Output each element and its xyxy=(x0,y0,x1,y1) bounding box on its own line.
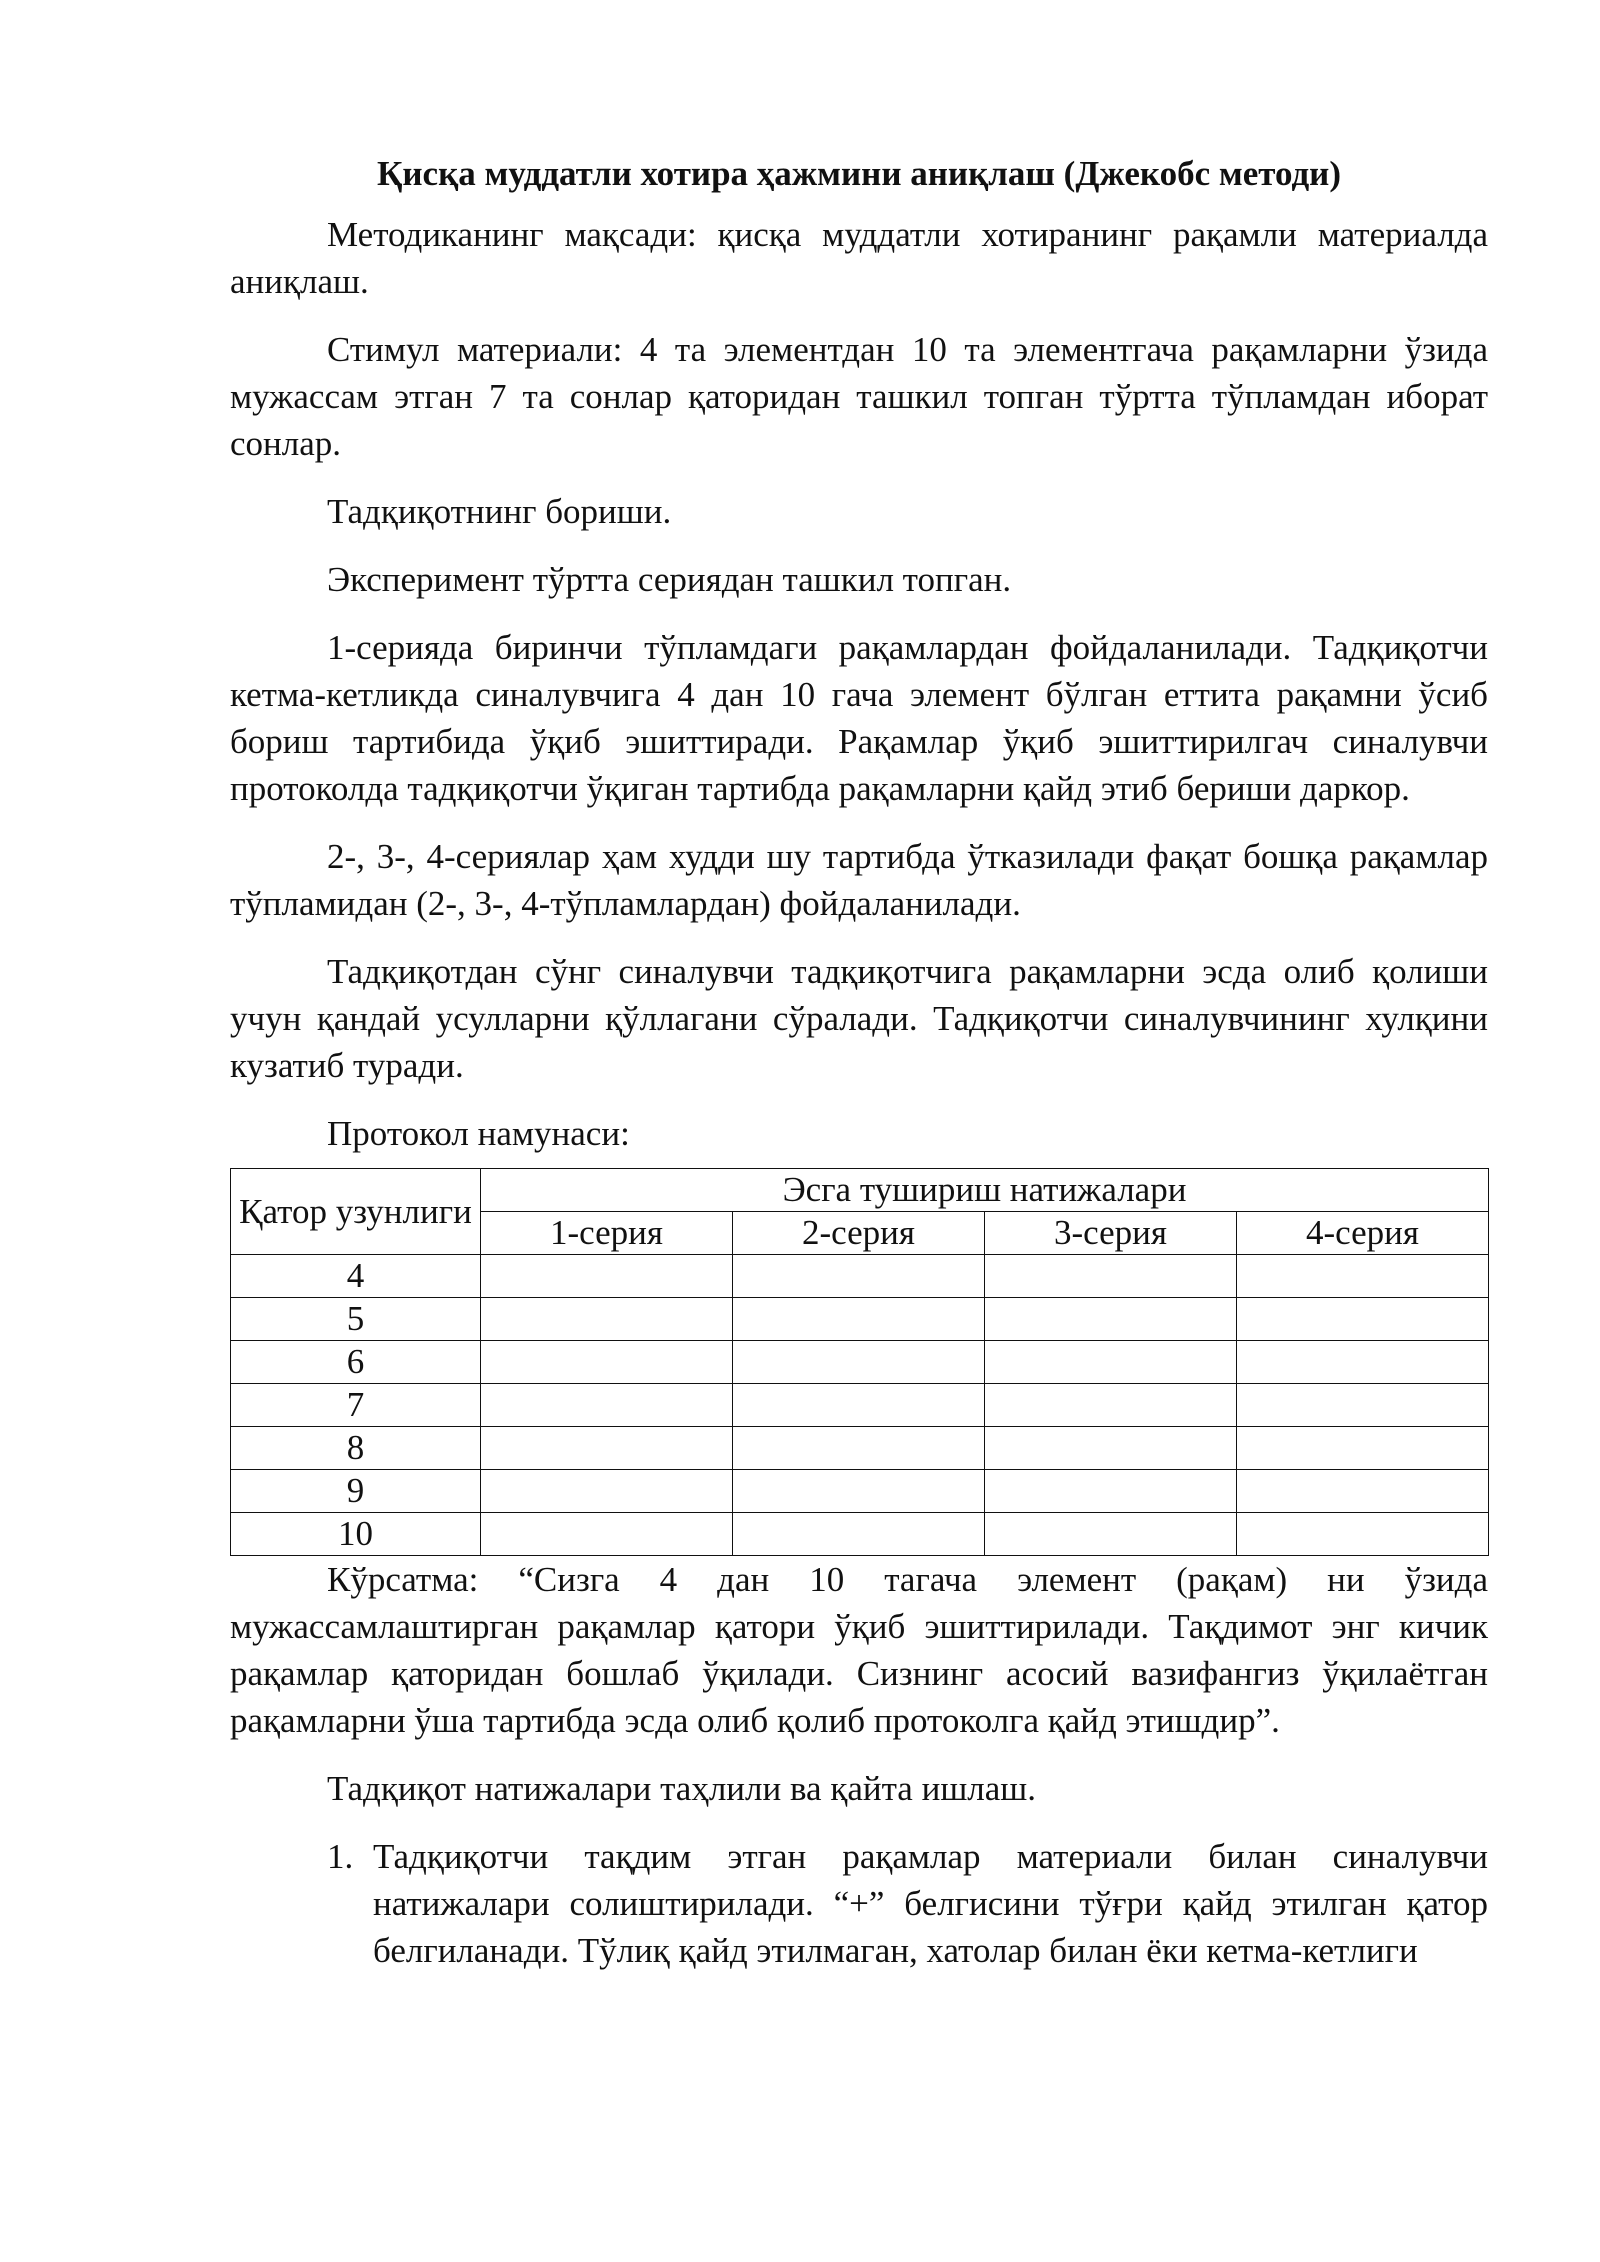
result-cell xyxy=(481,1298,733,1341)
result-cell xyxy=(733,1427,985,1470)
table-row xyxy=(231,1384,1489,1427)
result-cell xyxy=(733,1470,985,1513)
paragraph-experiment: Эксперимент тўртта сериядан ташкил топган. xyxy=(327,560,1012,599)
result-cell xyxy=(1237,1384,1489,1427)
row-length-header: Қатор узунлиги xyxy=(231,1169,481,1255)
series-header: 4-серия xyxy=(1237,1212,1489,1255)
result-cell xyxy=(985,1470,1237,1513)
paragraph-series-rest: 2-, 3-, 4-сериялар ҳам худди шу тартибда ўтказилади фақат бошқа рақамлар тўпламидан (2-, 3-, 4-тўпламлардан) фойдаланилади. xyxy=(230,837,1488,923)
series-header: 3-серия xyxy=(985,1212,1237,1255)
document-title: Қисқа муддатли хотира ҳажмини аниқлаш (Джекобс методи) xyxy=(377,154,1341,193)
result-cell xyxy=(985,1255,1237,1298)
paragraph-protocol-sample: Протокол намунаси: xyxy=(327,1114,630,1153)
row-length-cell: 7 xyxy=(231,1384,481,1427)
result-cell xyxy=(733,1298,985,1341)
result-cell xyxy=(1237,1427,1489,1470)
paragraph-instruction: Кўрсатма: “Сизга 4 дан 10 тагача элемент (рақам) ни ўзида мужассамлаштирган рақамлар қатори ўқиб эшиттирилади. Тақдимот энг кичик рақамлар қаторидан бошлаб ўқилади. Сизнинг асосий вазифангиз ўқилаётган рақамларни ўша тартибда эсда олиб қолиб протоколга қайд этишдир”. xyxy=(230,1560,1488,1740)
row-length-cell: 8 xyxy=(231,1427,481,1470)
result-cell xyxy=(985,1341,1237,1384)
table-row xyxy=(231,1255,1489,1298)
protocol-table xyxy=(230,1168,1489,1556)
paragraph-goal: Методиканинг мақсади: қисқа муддатли хотиранинг рақамли материалда аниқлаш. xyxy=(230,215,1488,301)
row-length-cell: 5 xyxy=(231,1298,481,1341)
result-cell xyxy=(1237,1255,1489,1298)
result-cell xyxy=(985,1427,1237,1470)
paragraph-procedure-heading: Тадқиқотнинг бориши. xyxy=(327,492,672,531)
list-item-number: 1. xyxy=(327,1837,354,1876)
list-item xyxy=(230,1833,1488,1974)
paragraph-series-one: 1-серияда биринчи тўпламдаги рақамлардан фойдаланилади. Тадқиқотчи кетма-кетликда синалувчига 4 дан 10 гача элемент бўлган еттита рақамни ўсиб бориш тартибида ўқиб эшиттиради. Рақамлар ўқиб эшиттирилгач синалувчи протоколда тадқиқотчи ўқиган тартибда рақамларни қайд этиб бериши даркор. xyxy=(230,628,1488,808)
table-row xyxy=(231,1341,1489,1384)
result-cell xyxy=(481,1427,733,1470)
result-cell xyxy=(481,1513,733,1556)
series-header: 1-серия xyxy=(481,1212,733,1255)
table-row xyxy=(231,1298,1489,1341)
result-cell xyxy=(1237,1341,1489,1384)
paragraph-methods-question: Тадқиқотдан сўнг синалувчи тадқиқотчига рақамларни эсда олиб қолиши учун қандай усулларни қўллагани сўралади. Тадқиқотчи синалувчининг хулқини кузатиб туради. xyxy=(230,952,1488,1085)
list-item-text: Тадқиқотчи тақдим этган рақамлар материали билан синалувчи натижалари солиштирилади. “+” белгисини тўғри қайд этилган қатор белгиланади. Тўлиқ қайд этилмаган, хатолар билан ёки кетма-кетлиги xyxy=(373,1837,1488,1970)
document-page xyxy=(230,150,1488,1974)
result-cell xyxy=(481,1384,733,1427)
table-row xyxy=(231,1513,1489,1556)
result-cell xyxy=(733,1255,985,1298)
result-cell xyxy=(481,1255,733,1298)
result-cell xyxy=(733,1513,985,1556)
recall-results-header: Эсга тушириш натижалари xyxy=(481,1169,1489,1212)
result-cell xyxy=(1237,1298,1489,1341)
result-cell xyxy=(985,1298,1237,1341)
analysis-list xyxy=(230,1833,1488,1974)
result-cell xyxy=(481,1470,733,1513)
row-length-cell: 6 xyxy=(231,1341,481,1384)
row-length-cell: 10 xyxy=(231,1513,481,1556)
table-row xyxy=(231,1470,1489,1513)
result-cell xyxy=(1237,1470,1489,1513)
result-cell xyxy=(985,1513,1237,1556)
table-row xyxy=(231,1427,1489,1470)
paragraph-stimulus: Стимул материали: 4 та элементдан 10 та элементгача рақамларни ўзида мужассам этган 7 та сонлар қаторидан ташкил топган тўртта тўпламдан иборат сонлар. xyxy=(230,330,1488,463)
table-header-row xyxy=(231,1169,1489,1212)
result-cell xyxy=(481,1341,733,1384)
series-header: 2-серия xyxy=(733,1212,985,1255)
result-cell xyxy=(733,1341,985,1384)
paragraph-analysis-heading: Тадқиқот натижалари таҳлили ва қайта ишлаш. xyxy=(327,1769,1036,1808)
result-cell xyxy=(733,1384,985,1427)
row-length-cell: 9 xyxy=(231,1470,481,1513)
row-length-cell: 4 xyxy=(231,1255,481,1298)
result-cell xyxy=(1237,1513,1489,1556)
result-cell xyxy=(985,1384,1237,1427)
